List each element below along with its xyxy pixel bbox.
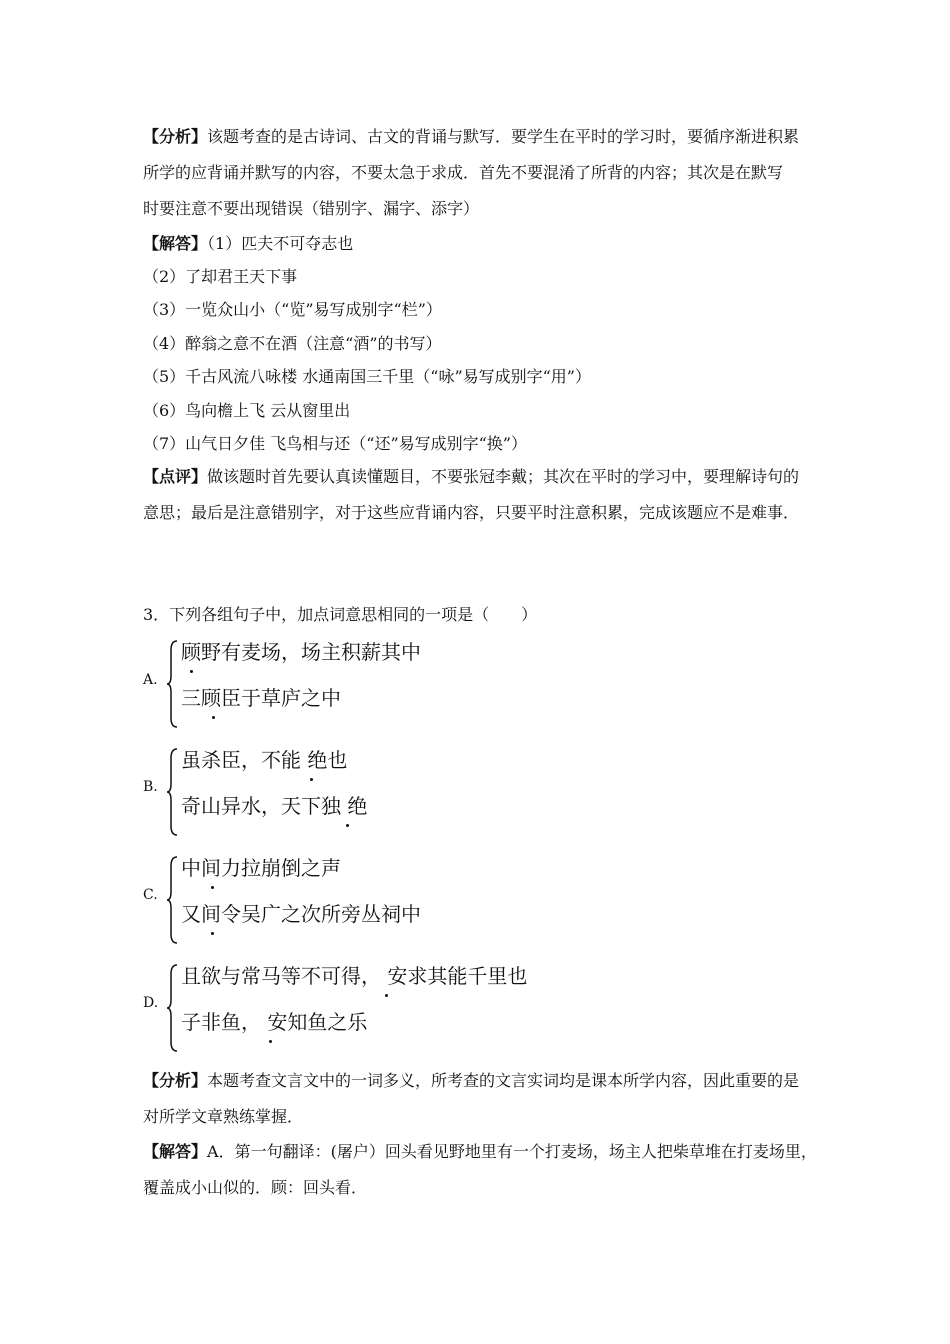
answer-item: （3）一览众山小（“览”易写成别字“栏”） [143,300,442,319]
option-c-letter: C. [143,887,158,903]
answer-tag: 【解答】 [143,234,208,253]
answer-tag: 【解答】 [143,1142,208,1161]
emphasis-dot [211,886,214,889]
option-a-letter: A. [143,672,158,688]
comment-tag: 【点评】 [143,467,208,486]
option-d-sentence-2: 子非鱼， 安知鱼之乐 [181,1010,368,1034]
emphasis-dot [190,670,193,673]
emphasis-dot [310,778,313,781]
option-b-brace [166,748,178,836]
comment-line [143,467,799,487]
analysis-text: 本题考查文言文中的一词多义，所考查的文言实词均是课本所学内容，因此重要的是 [207,1071,800,1090]
answer-text: A．第一句翻译：(屠户）回头看见野地里有一个打麦场，场主人把柴草堆在打麦场里， [207,1142,817,1161]
emphasis-dot [346,824,349,827]
emphasis-dot [385,994,388,997]
option-c-brace [166,856,178,944]
analysis-text: 该题考查的是古诗词、古文的背诵与默写．要学生在平时的学习时，要循序渐进积累 [207,127,800,146]
option-a-brace [166,640,178,728]
answer-item: （7）山气日夕佳 飞鸟相与还（“还”易写成别字“换”） [143,434,527,453]
analysis-paragraph-line [143,1071,799,1091]
answer-line: 覆盖成小山似的．顾：回头看． [143,1178,368,1197]
analysis-tag: 【分析】 [143,1071,208,1090]
option-d-sentence-1: 且欲与常马等不可得， 安求其能千里也 [181,964,528,988]
answer-item: （5）千古风流八咏楼 水通南国三千里（“咏”易写成别字“用”） [143,367,591,386]
analysis-paragraph-line: 所学的应背诵并默写的内容，不要太急于求成．首先不要混淆了所背的内容；其次是在默写 [143,163,784,182]
answer-item: （4）醉翁之意不在酒（注意“酒”的书写） [143,334,442,353]
option-b-letter: B. [143,779,158,795]
analysis-tag: 【分析】 [143,127,208,146]
answer-line [143,1142,817,1162]
answer-line [143,234,353,254]
option-c-sentence-2: 又间令吴广之次所旁丛祠中 [181,902,421,926]
analysis-paragraph-line [143,127,799,147]
emphasis-dot [212,716,215,719]
emphasis-dot [211,932,214,935]
comment-line: 意思；最后是注意错别字，对于这些应背诵内容，只要平时注意积累，完成该题应不是难事． [143,503,800,522]
answer-item: （1）匹夫不可夺志也 [207,234,354,253]
option-a-sentence-2: 三顾臣于草庐之中 [181,686,341,710]
emphasis-dot [269,1040,272,1043]
option-b-sentence-2: 奇山异水，天下独 绝 [181,794,368,818]
analysis-paragraph-line: 时要注意不要出现错误（错别字、漏字、添字） [143,199,480,218]
option-b-sentence-1: 虽杀臣，不能 绝也 [181,748,348,772]
option-d-letter: D. [143,995,159,1011]
answer-item: （2）了却君王天下事 [143,267,298,286]
option-d-brace [166,964,178,1052]
question-stem: 3．下列各组句子中，加点词意思相同的一项是（ ） [143,605,538,624]
analysis-paragraph-line: 对所学文章熟练掌握． [143,1107,304,1126]
option-c-sentence-1: 中间力拉崩倒之声 [181,856,341,880]
option-a-sentence-1: 顾野有麦场，场主积薪其中 [181,640,421,664]
comment-text: 做该题时首先要认真读懂题目，不要张冠李戴；其次在平时的学习中，要理解诗句的 [207,467,800,486]
answer-item: （6）鸟向檐上飞 云从窗里出 [143,401,351,420]
